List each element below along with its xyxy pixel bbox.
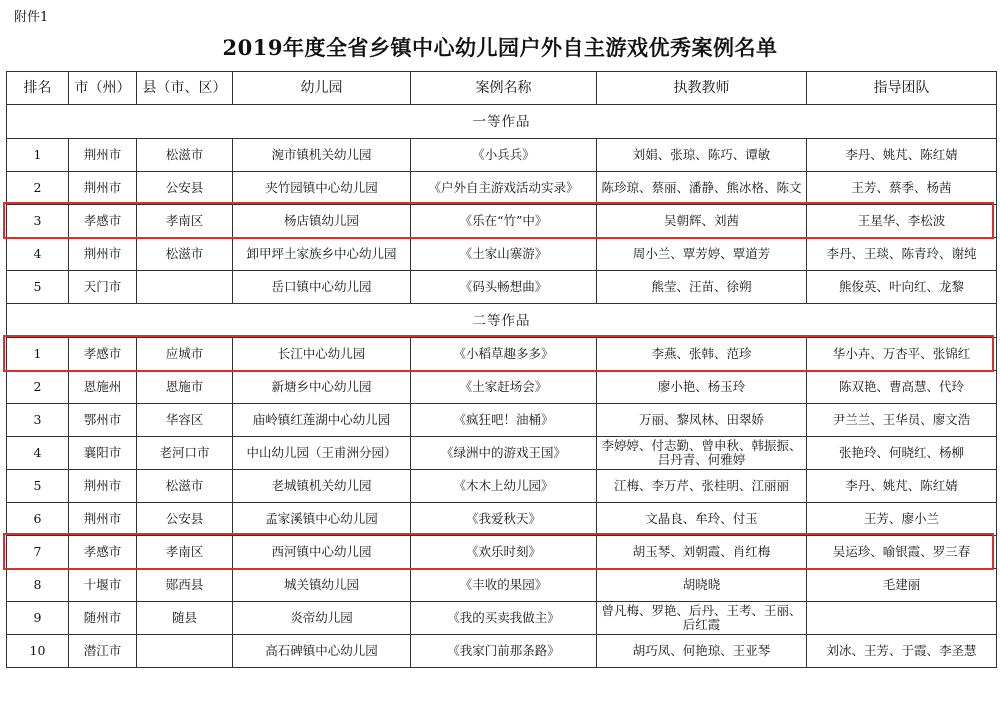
cell-kindergarten: 卸甲坪土家族乡中心幼儿园 (233, 238, 411, 271)
cell-team: 王芳、廖小兰 (807, 503, 997, 536)
cell-teachers: 江梅、李万芹、张桂明、江丽丽 (597, 470, 807, 503)
cell-kindergarten: 杨店镇幼儿园 (233, 205, 411, 238)
cell-case: 《乐在“竹”中》 (411, 205, 597, 238)
header-kindergarten: 幼儿园 (233, 72, 411, 105)
cell-team: 李丹、王琰、陈青玲、谢纯 (807, 238, 997, 271)
attachment-label: 附件1 (14, 10, 49, 25)
cell-case: 《我爱秋天》 (411, 503, 597, 536)
cell-county: 松滋市 (137, 238, 233, 271)
cell-case: 《土家赶场会》 (411, 371, 597, 404)
header-rank: 排名 (7, 72, 69, 105)
cell-case: 《我家门前那条路》 (411, 635, 597, 668)
award-table (6, 71, 997, 668)
cell-county: 老河口市 (137, 437, 233, 470)
cell-rank: 3 (7, 404, 69, 437)
cell-kindergarten: 孟家溪镇中心幼儿园 (233, 503, 411, 536)
cell-team: 熊俊英、叶向红、龙黎 (807, 271, 997, 304)
cell-team (807, 602, 997, 635)
cell-teachers: 周小兰、覃芳婷、覃道芳 (597, 238, 807, 271)
cell-rank: 1 (7, 338, 69, 371)
table-row (7, 569, 997, 602)
cell-kindergarten: 涴市镇机关幼儿园 (233, 139, 411, 172)
cell-team: 王芳、蔡季、杨茜 (807, 172, 997, 205)
cell-city: 荆州市 (69, 172, 137, 205)
cell-kindergarten: 高石碑镇中心幼儿园 (233, 635, 411, 668)
table-row (7, 602, 997, 635)
document-title: 2019年度全省乡镇中心幼儿园户外自主游戏优秀案例名单 (222, 35, 778, 60)
cell-county: 孝南区 (137, 205, 233, 238)
cell-county: 孝南区 (137, 536, 233, 569)
cell-team: 王星华、李松波 (807, 205, 997, 238)
cell-county: 郧西县 (137, 569, 233, 602)
cell-rank: 5 (7, 271, 69, 304)
cell-rank: 2 (7, 172, 69, 205)
cell-kindergarten: 新塘乡中心幼儿园 (233, 371, 411, 404)
table-row (7, 635, 997, 668)
cell-rank: 2 (7, 371, 69, 404)
cell-county: 公安县 (137, 172, 233, 205)
cell-city: 天门市 (69, 271, 137, 304)
cell-case: 《小兵兵》 (411, 139, 597, 172)
header-case: 案例名称 (411, 72, 597, 105)
cell-rank: 8 (7, 569, 69, 602)
cell-kindergarten: 长江中心幼儿园 (233, 338, 411, 371)
cell-city: 孝感市 (69, 205, 137, 238)
cell-county: 恩施市 (137, 371, 233, 404)
cell-rank: 10 (7, 635, 69, 668)
table-row (7, 404, 997, 437)
cell-case: 《我的买卖我做主》 (411, 602, 597, 635)
cell-city: 孝感市 (69, 536, 137, 569)
cell-city: 恩施州 (69, 371, 137, 404)
cell-teachers: 李燕、张韩、范珍 (597, 338, 807, 371)
cell-city: 襄阳市 (69, 437, 137, 470)
header-teachers: 执教教师 (597, 72, 807, 105)
cell-team: 李丹、姚芃、陈红婧 (807, 139, 997, 172)
cell-rank: 4 (7, 437, 69, 470)
cell-teachers: 文晶良、牟玲、付玉 (597, 503, 807, 536)
table-row (7, 271, 997, 304)
cell-teachers: 吴朝辉、刘茜 (597, 205, 807, 238)
table-row (7, 139, 997, 172)
cell-city: 荆州市 (69, 470, 137, 503)
cell-teachers: 李婷婷、付志勤、曾申秋、韩振振、吕丹青、何雅婷 (597, 437, 807, 470)
header-city: 市（州） (69, 72, 137, 105)
cell-rank: 1 (7, 139, 69, 172)
cell-teachers: 胡晓晓 (597, 569, 807, 602)
cell-teachers: 胡巧凤、何艳琼、王亚琴 (597, 635, 807, 668)
cell-case: 《户外自主游戏活动实录》 (411, 172, 597, 205)
header-county: 县（市、区） (137, 72, 233, 105)
section-row (7, 105, 997, 139)
cell-rank: 5 (7, 470, 69, 503)
cell-teachers: 陈珍琼、蔡丽、潘静、熊冰格、陈文 (597, 172, 807, 205)
cell-team: 毛建丽 (807, 569, 997, 602)
cell-kindergarten: 城关镇幼儿园 (233, 569, 411, 602)
cell-city: 潜江市 (69, 635, 137, 668)
cell-teachers: 刘娟、张琼、陈巧、谭敏 (597, 139, 807, 172)
table-row (7, 470, 997, 503)
cell-rank: 4 (7, 238, 69, 271)
cell-team: 尹兰兰、王华员、廖文浩 (807, 404, 997, 437)
table-row (7, 437, 997, 470)
cell-teachers: 曾凡梅、罗艳、后丹、王考、王丽、后红霞 (597, 602, 807, 635)
cell-team: 吴运珍、喻银霞、罗三春 (807, 536, 997, 569)
cell-kindergarten: 庙岭镇红莲湖中心幼儿园 (233, 404, 411, 437)
table-row (7, 172, 997, 205)
table-row (7, 536, 997, 569)
table-header-row (7, 72, 997, 105)
cell-county (137, 635, 233, 668)
cell-county: 应城市 (137, 338, 233, 371)
cell-team: 张艳玲、何晓红、杨柳 (807, 437, 997, 470)
cell-county: 随县 (137, 602, 233, 635)
cell-city: 随州市 (69, 602, 137, 635)
cell-kindergarten: 老城镇机关幼儿园 (233, 470, 411, 503)
cell-case: 《疯狂吧！油桶》 (411, 404, 597, 437)
cell-team: 刘冰、王芳、于霞、李圣慧 (807, 635, 997, 668)
cell-team: 李丹、姚芃、陈红婧 (807, 470, 997, 503)
header-team: 指导团队 (807, 72, 997, 105)
table-row (7, 371, 997, 404)
cell-kindergarten: 夹竹园镇中心幼儿园 (233, 172, 411, 205)
table-row (7, 238, 997, 271)
cell-case: 《丰收的果园》 (411, 569, 597, 602)
cell-county (137, 271, 233, 304)
cell-kindergarten: 岳口镇中心幼儿园 (233, 271, 411, 304)
cell-city: 鄂州市 (69, 404, 137, 437)
cell-rank: 9 (7, 602, 69, 635)
cell-teachers: 万丽、黎凤林、田翠娇 (597, 404, 807, 437)
cell-team: 华小卉、万杏平、张锦红 (807, 338, 997, 371)
cell-city: 十堰市 (69, 569, 137, 602)
table-row (7, 205, 997, 238)
cell-rank: 3 (7, 205, 69, 238)
table-body (7, 105, 997, 668)
cell-county: 松滋市 (137, 470, 233, 503)
cell-city: 荆州市 (69, 139, 137, 172)
cell-teachers: 熊莹、汪苗、徐朔 (597, 271, 807, 304)
cell-case: 《土家山寨游》 (411, 238, 597, 271)
table-row (7, 338, 997, 371)
cell-county: 公安县 (137, 503, 233, 536)
cell-case: 《小稻草趣多多》 (411, 338, 597, 371)
cell-case: 《绿洲中的游戏王国》 (411, 437, 597, 470)
cell-county: 华容区 (137, 404, 233, 437)
cell-case: 《欢乐时刻》 (411, 536, 597, 569)
cell-city: 孝感市 (69, 338, 137, 371)
cell-case: 《码头畅想曲》 (411, 271, 597, 304)
table-row (7, 503, 997, 536)
cell-kindergarten: 西河镇中心幼儿园 (233, 536, 411, 569)
cell-kindergarten: 中山幼儿园（王甫洲分园） (233, 437, 411, 470)
cell-team: 陈双艳、曹高慧、代玲 (807, 371, 997, 404)
cell-teachers: 廖小艳、杨玉玲 (597, 371, 807, 404)
cell-rank: 6 (7, 503, 69, 536)
cell-kindergarten: 炎帝幼儿园 (233, 602, 411, 635)
section-label: 二等作品 (7, 304, 997, 338)
cell-case: 《木木上幼儿园》 (411, 470, 597, 503)
cell-rank: 7 (7, 536, 69, 569)
cell-city: 荆州市 (69, 238, 137, 271)
cell-city: 荆州市 (69, 503, 137, 536)
cell-county: 松滋市 (137, 139, 233, 172)
section-label: 一等作品 (7, 105, 997, 139)
cell-teachers: 胡玉琴、刘朝霞、肖红梅 (597, 536, 807, 569)
section-row (7, 304, 997, 338)
